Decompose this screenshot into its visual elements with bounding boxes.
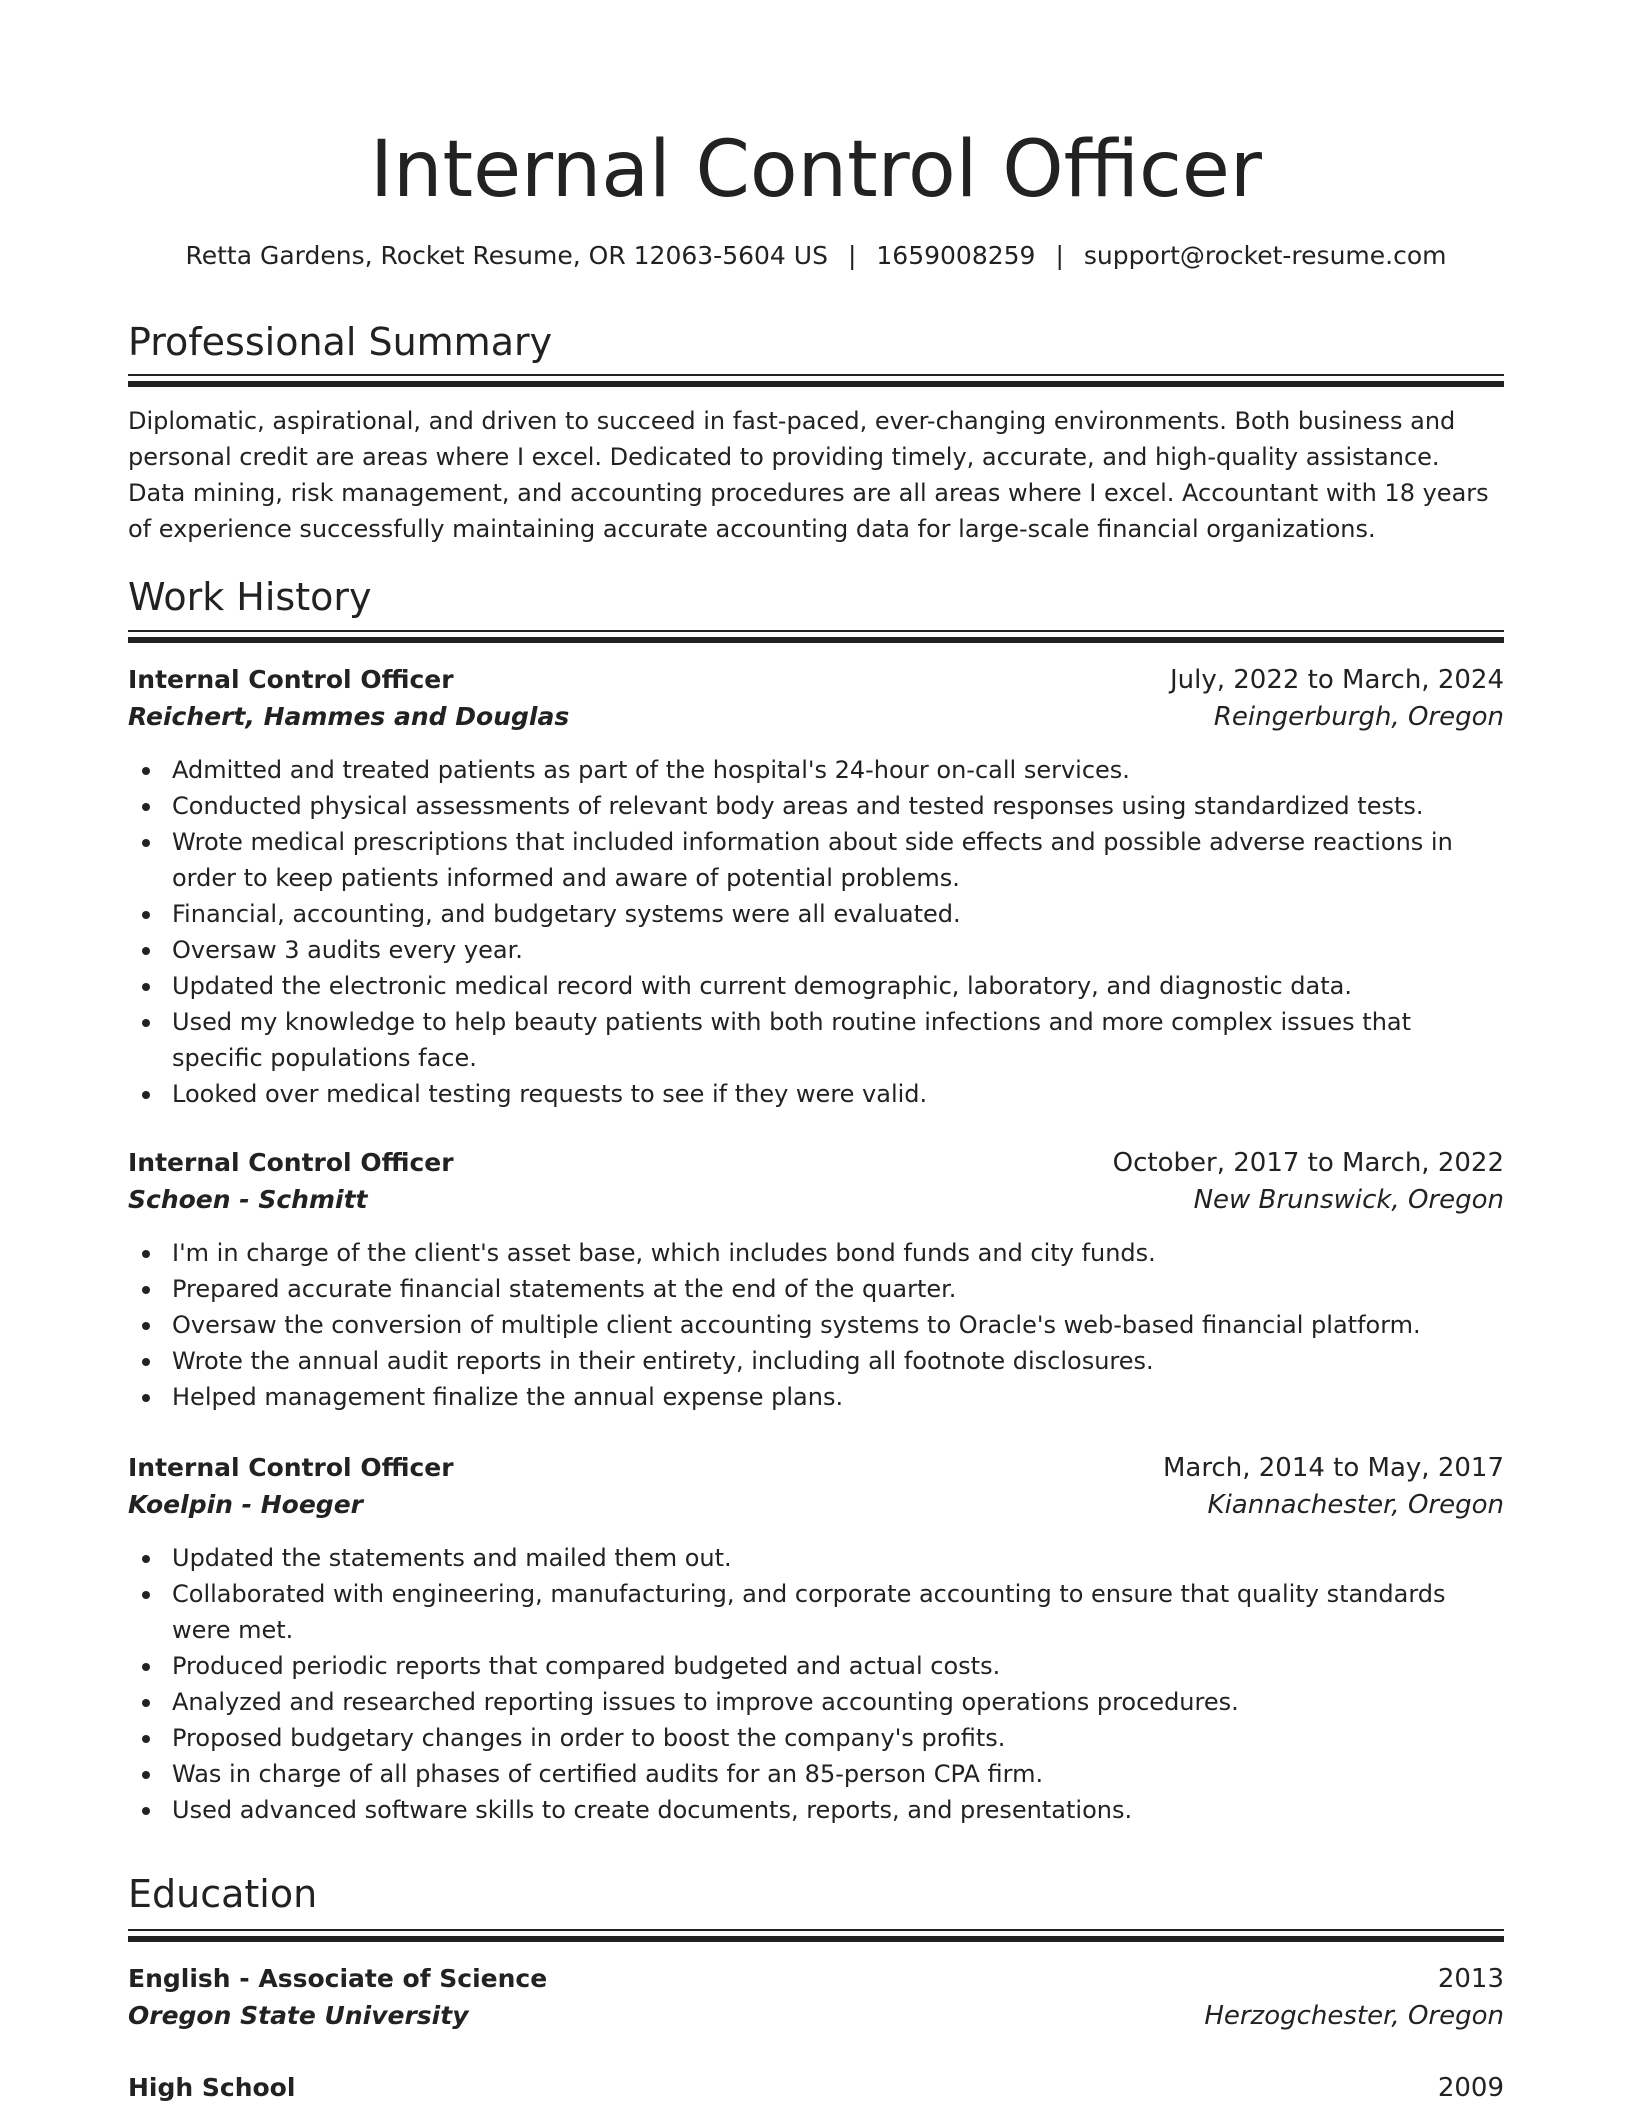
job-location: New Brunswick, Oregon bbox=[1193, 1185, 1504, 1215]
education-degree: High School bbox=[128, 2073, 296, 2102]
list-item: Helped management finalize the annual expense plans. bbox=[128, 1379, 1504, 1415]
job-header-row bbox=[128, 661, 1504, 699]
job-company: Koelpin - Hoeger bbox=[128, 1490, 363, 1519]
list-item: Admitted and treated patients as part of the hospital's 24-hour on-call services. bbox=[128, 752, 1504, 788]
list-item: Prepared accurate financial statements at the end of the quarter. bbox=[128, 1271, 1504, 1307]
list-item: Oversaw the conversion of multiple client accounting systems to Oracle's web-based financial platform. bbox=[128, 1307, 1504, 1343]
list-item: Financial, accounting, and budgetary systems were all evaluated. bbox=[128, 896, 1504, 932]
job-company-row bbox=[128, 1486, 1504, 1524]
education-school: Oregon State University bbox=[128, 2001, 469, 2030]
list-item: Used my knowledge to help beauty patients with both routine infections and more complex issues that specific populations face. bbox=[128, 1004, 1504, 1076]
list-item: Updated the electronic medical record with current demographic, laboratory, and diagnostic data. bbox=[128, 968, 1504, 1004]
section-title-summary: Professional Summary bbox=[128, 320, 553, 364]
list-item: Updated the statements and mailed them out. bbox=[128, 1540, 1504, 1576]
education-location: Herzogchester, Oregon bbox=[1204, 2001, 1504, 2031]
list-item: Conducted physical assessments of relevant body areas and tested responses using standardized tests. bbox=[128, 788, 1504, 824]
job-location: Reingerburgh, Oregon bbox=[1213, 702, 1504, 732]
section-divider-thick bbox=[128, 637, 1504, 643]
summary-text: Diplomatic, aspirational, and driven to succeed in fast-paced, ever-changing environments. Both business and personal credit are areas where I excel. Dedicated to providing timely, accurate, and high-quality assistance. Data mining, risk management, and accounting procedures are all areas where I excel. Accountant with 18 years of experience successfully maintaining accurate accounting data for large-scale financial organizations. bbox=[128, 407, 1489, 543]
job-company-row bbox=[128, 1181, 1504, 1219]
section-divider-thin bbox=[128, 1929, 1504, 1931]
contact-address: Retta Gardens, Rocket Resume, OR 12063-5604 US bbox=[185, 241, 828, 270]
list-item: Used advanced software skills to create documents, reports, and presentations. bbox=[128, 1792, 1504, 1828]
education-school-row bbox=[128, 1997, 1504, 2035]
section-title-education: Education bbox=[128, 1872, 318, 1916]
job-title: Internal Control Officer bbox=[128, 1148, 454, 1177]
job-header-row bbox=[128, 1449, 1504, 1487]
list-item: Wrote medical prescriptions that included information about side effects and possible adverse reactions in order to keep patients informed and aware of potential problems. bbox=[128, 824, 1504, 896]
list-item: Oversaw 3 audits every year. bbox=[128, 932, 1504, 968]
list-item: Was in charge of all phases of certified audits for an 85-person CPA firm. bbox=[128, 1756, 1504, 1792]
education-year: 2013 bbox=[1437, 1964, 1504, 1994]
job-location: Kiannachester, Oregon bbox=[1207, 1490, 1504, 1520]
job-company: Schoen - Schmitt bbox=[128, 1185, 368, 1214]
section-divider-thin bbox=[128, 630, 1504, 632]
job-bullet-list bbox=[128, 1540, 1504, 1828]
list-item: Looked over medical testing requests to see if they were valid. bbox=[128, 1076, 1504, 1112]
job-company-row bbox=[128, 698, 1504, 736]
list-item: Collaborated with engineering, manufacturing, and corporate accounting to ensure that quality standards were met. bbox=[128, 1576, 1504, 1648]
section-title-work-history: Work History bbox=[128, 575, 372, 619]
contact-separator: | bbox=[847, 241, 857, 270]
education-header-row bbox=[128, 2069, 1504, 2107]
list-item: Produced periodic reports that compared budgeted and actual costs. bbox=[128, 1648, 1504, 1684]
job-title: Internal Control Officer bbox=[128, 665, 454, 694]
job-bullet-list bbox=[128, 752, 1504, 1112]
job-company: Reichert, Hammes and Douglas bbox=[128, 702, 570, 731]
list-item: Wrote the annual audit reports in their entirety, including all footnote disclosures. bbox=[128, 1343, 1504, 1379]
resume-name-heading: Internal Control Officer bbox=[370, 125, 1262, 215]
list-item: Proposed budgetary changes in order to boost the company's profits. bbox=[128, 1720, 1504, 1756]
education-degree: English - Associate of Science bbox=[128, 1964, 548, 1993]
job-bullet-list bbox=[128, 1235, 1504, 1415]
list-item: Analyzed and researched reporting issues to improve accounting operations procedures. bbox=[128, 1684, 1504, 1720]
job-title: Internal Control Officer bbox=[128, 1453, 454, 1482]
section-divider-thick bbox=[128, 1936, 1504, 1942]
contact-email[interactable]: support@rocket-resume.com bbox=[1083, 241, 1447, 270]
list-item: I'm in charge of the client's asset base, which includes bond funds and city funds. bbox=[128, 1235, 1504, 1271]
job-dates: October, 2017 to March, 2022 bbox=[1112, 1148, 1504, 1178]
education-header-row bbox=[128, 1960, 1504, 1998]
contact-phone: 1659008259 bbox=[876, 241, 1036, 270]
education-year: 2009 bbox=[1437, 2073, 1504, 2103]
section-divider-thick bbox=[128, 381, 1504, 387]
job-header-row bbox=[128, 1144, 1504, 1182]
job-dates: July, 2022 to March, 2024 bbox=[1169, 665, 1504, 695]
job-dates: March, 2014 to May, 2017 bbox=[1162, 1453, 1504, 1483]
section-divider-thin bbox=[128, 374, 1504, 376]
contact-separator: | bbox=[1055, 241, 1064, 270]
contact-line bbox=[128, 238, 1504, 274]
